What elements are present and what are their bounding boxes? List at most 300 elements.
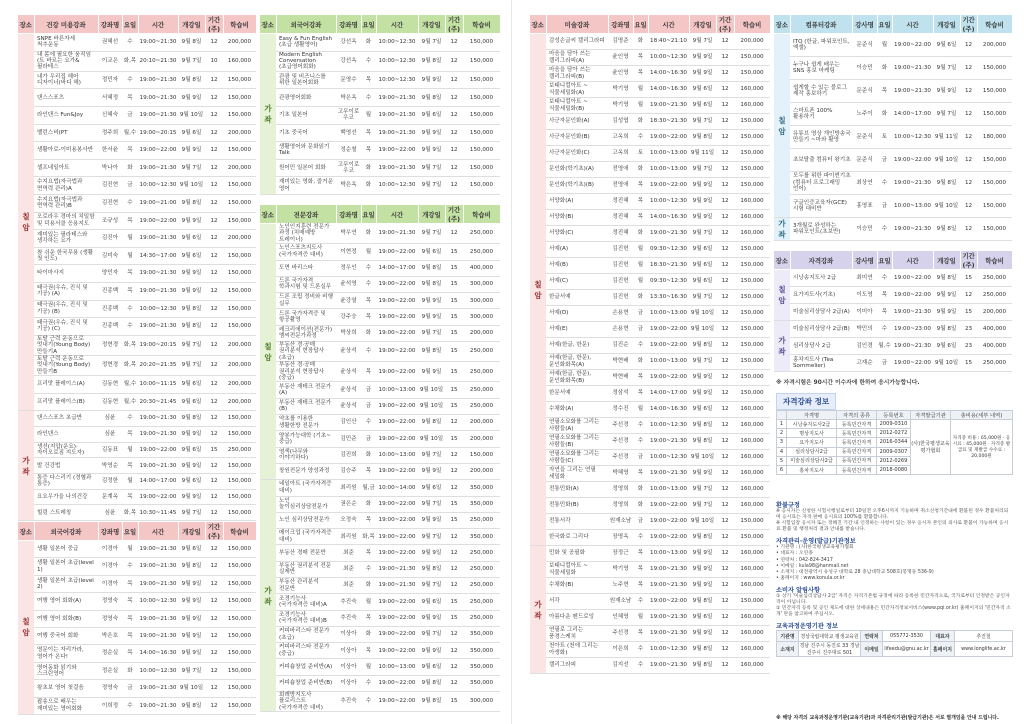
- day: 목: [122, 265, 138, 283]
- time: 10:00~13:00: [648, 162, 689, 178]
- fee: 250,000: [463, 362, 500, 382]
- day: 월,금: [361, 480, 376, 496]
- start-date: 9월 6일: [689, 274, 716, 290]
- table-row: [530, 418, 770, 434]
- period: 12: [205, 335, 223, 355]
- period: 12: [445, 142, 463, 160]
- day: 수: [877, 270, 892, 287]
- start-date: 9월 7일: [933, 57, 960, 80]
- start-date: 9월 6일: [178, 474, 205, 490]
- start-date: 9월 9일: [418, 610, 445, 626]
- refund-text-1: ※ 응시자는 신청한 시험시행일로부터 10일전 오후6시까지 기능하며 취소신청기간내에 환불된 경우 환불처리되며 응시료는 자격 판매 응시료의 100%를 환불합니다.: [776, 509, 1009, 521]
- col-start: 개강일: [418, 205, 445, 224]
- period: 12: [716, 194, 734, 210]
- period: 12: [960, 103, 977, 126]
- period: 15: [960, 304, 977, 321]
- instructor: 정순실: [98, 645, 122, 662]
- fee: 160,000: [734, 434, 770, 450]
- course-name: 서예(E): [546, 322, 608, 338]
- instructor: 윤상석: [336, 382, 361, 398]
- day: 수: [633, 642, 648, 658]
- course-name: 영어동화 읽기와 스크린영어: [34, 662, 98, 679]
- fee: 160,000: [734, 562, 770, 578]
- start-date: 9월 9일: [418, 512, 445, 528]
- period: 12: [716, 610, 734, 626]
- instructor: 박은호: [98, 627, 122, 644]
- col-instructor: 강좌명: [336, 205, 361, 224]
- course-name: 연필소묘화를 그리는 사람들(A): [546, 418, 608, 434]
- edu-org-key: 대표자: [931, 631, 955, 642]
- time: 19:00~22:00: [376, 496, 418, 512]
- instructor: 문준식: [852, 34, 877, 57]
- time: 19:00~22:00: [648, 514, 689, 530]
- table-row: [260, 463, 500, 479]
- day: 월: [877, 34, 892, 57]
- period: 12: [445, 578, 463, 594]
- table-row: [530, 50, 770, 66]
- fee: 150,000: [223, 282, 256, 300]
- time: 19:00~21:30: [892, 80, 933, 103]
- table-row: [18, 300, 256, 318]
- start-date: 9월 7일: [689, 162, 716, 178]
- table-row: [530, 114, 770, 130]
- instructor: 이상아: [336, 659, 361, 675]
- course-name: 드론 국가자격 학과시험 및 드론실무: [276, 276, 336, 292]
- instructor: 정진혜: [608, 226, 633, 242]
- start-date: 9월 8일: [933, 172, 960, 195]
- course-name: 한문서예: [546, 386, 608, 402]
- course-name: 레크리에이션(전문가) 엠씨전문가과정: [276, 325, 336, 341]
- table-row: [260, 177, 500, 195]
- instructor: 김진헌: [608, 242, 633, 258]
- fee: 160,000: [734, 82, 770, 98]
- period: 12: [445, 480, 463, 496]
- qual-type: 등록민간자격: [837, 429, 877, 438]
- instructor: 김진현: [98, 194, 122, 212]
- col-period: 기간(주): [960, 15, 977, 34]
- day: 수: [361, 415, 376, 431]
- instructor: 최준: [336, 545, 361, 561]
- period: 12: [716, 130, 734, 146]
- day: 화: [633, 34, 648, 50]
- instructor: 심윤: [98, 505, 122, 521]
- time: 14:00~16:30: [648, 66, 689, 82]
- table-row: [18, 107, 256, 125]
- day: 수: [877, 218, 892, 241]
- day: 목: [633, 50, 648, 66]
- day: 수: [122, 194, 138, 212]
- time: 19:00~22:00: [138, 489, 178, 505]
- start-date: 9월 6일: [178, 541, 205, 558]
- start-date: 9월 7일: [689, 482, 716, 498]
- period: 12: [716, 210, 734, 226]
- instructor: 최준: [336, 578, 361, 594]
- course-name: 서양화(A): [546, 194, 608, 210]
- time: 14:30~17:00: [138, 247, 178, 265]
- period: 12: [445, 224, 463, 244]
- course-name: 조경기능사 (국가자격증 대비)B: [276, 610, 336, 626]
- day: 목: [361, 309, 376, 325]
- col-course: 미술강좌: [546, 15, 608, 34]
- fee: 150,000: [734, 162, 770, 178]
- course-name: 한국화로 그리다: [546, 530, 608, 546]
- fee: 150,000: [463, 447, 500, 463]
- instructor: 김미숙: [98, 247, 122, 265]
- course-name: 오로라우 경마의 치밀함 및 덕용서클 응용지도: [34, 212, 98, 230]
- instructor: 정수진: [608, 402, 633, 418]
- instructor: 고재순: [852, 355, 877, 372]
- table-row: [18, 442, 256, 458]
- fee: 150,000: [463, 71, 500, 89]
- location-cell: 칠 암: [260, 224, 276, 480]
- course-name: 전통민화(B): [546, 498, 608, 514]
- instructor: 신혜숙: [98, 107, 122, 125]
- instructor: 정영숙: [98, 610, 122, 627]
- table-row: [18, 505, 256, 521]
- period: 12: [716, 354, 734, 370]
- day: 수: [633, 658, 648, 674]
- start-date: 9월 9일: [178, 575, 205, 592]
- instructor: 주선경: [608, 434, 633, 450]
- period: 10: [205, 51, 223, 71]
- time: 10:00~12:30: [648, 418, 689, 434]
- instructor: 윤강열: [336, 293, 361, 309]
- day: 월,수: [122, 376, 138, 394]
- instructor: 정우인: [336, 260, 361, 276]
- qual-reg: 2016-0344: [877, 438, 911, 447]
- table-row: [530, 178, 770, 194]
- foreign-table-chilam: [18, 521, 257, 715]
- fee: 160,000: [734, 482, 770, 498]
- time: 10:00~13:00: [648, 146, 689, 162]
- fee: 160,000: [734, 658, 770, 674]
- instructor: 추진숙: [336, 610, 361, 626]
- day: 수: [122, 71, 138, 89]
- day: 금: [122, 107, 138, 125]
- fee: 200,000: [223, 159, 256, 177]
- day: 월: [633, 98, 648, 114]
- instructor: 손용현: [608, 306, 633, 322]
- day: 수: [877, 172, 892, 195]
- table-row: [18, 393, 256, 411]
- start-date: 9월 7일: [418, 224, 445, 244]
- fee: 250,000: [463, 224, 500, 244]
- fee: 350,000: [463, 643, 500, 659]
- course-name: 유튜브 영상 개인방송국 만들기 ~마와 활영: [790, 126, 852, 149]
- day: 수: [122, 558, 138, 575]
- time: 19:00~22:00: [648, 370, 689, 386]
- day: 화,목: [122, 51, 138, 71]
- day: 목: [122, 627, 138, 644]
- qual-no: 1: [777, 420, 787, 429]
- start-date: 9월 6일: [418, 594, 445, 610]
- course-name: 3개월로 완성하는 파워포인트(초보반): [790, 218, 852, 241]
- start-date: 9월 9일: [178, 489, 205, 505]
- fee: 350,000: [463, 480, 500, 496]
- period: 12: [445, 159, 463, 177]
- col-start: 개강일: [178, 522, 205, 541]
- table-row: [260, 561, 500, 577]
- footer-note: ※ 해당 자격의 교육과정운영기관(교육기관)과 자격관리기관(발급기관)은 서로 별개임을 안내 드립니다.: [776, 715, 999, 721]
- period: 12: [205, 697, 223, 714]
- instructor: 박나아: [98, 159, 122, 177]
- time: 19:00~22:00: [376, 309, 418, 325]
- start-date: 9월 9일: [689, 386, 716, 402]
- start-date: 9월 8일: [418, 675, 445, 691]
- course-name: 커피바리스타 전문가(중급): [276, 643, 336, 659]
- course-name: 요요우가을 나의건강: [34, 489, 98, 505]
- table-row: [530, 322, 770, 338]
- day: 목: [361, 512, 376, 528]
- table-row: [18, 230, 256, 248]
- day: 목: [122, 458, 138, 474]
- instructor: 이승민: [852, 57, 877, 80]
- period: 15: [445, 362, 463, 382]
- instructor: 강주승: [336, 309, 361, 325]
- time: 19:00~21:30: [376, 107, 418, 125]
- day: 화: [122, 662, 138, 679]
- table-row: [260, 659, 500, 675]
- table-row: [260, 89, 500, 107]
- day: 목: [633, 466, 648, 482]
- table-row: [774, 103, 1012, 126]
- period: 12: [205, 427, 223, 443]
- time: 19:00~22:00: [376, 415, 418, 431]
- day: 월: [122, 442, 138, 458]
- day: 목: [361, 71, 376, 89]
- fee: 150,000: [223, 300, 256, 318]
- table-row: [530, 466, 770, 482]
- edu-org-key: 연락처: [861, 631, 883, 642]
- fee: 250,000: [463, 561, 500, 577]
- period: 12: [445, 34, 463, 52]
- period: 12: [445, 415, 463, 431]
- table-row: [18, 51, 256, 71]
- instructor: 정영숙: [98, 680, 122, 697]
- start-date: 9월 7일: [418, 626, 445, 642]
- col-time: 시간: [892, 251, 933, 270]
- time: 19:00~20:15: [138, 335, 178, 355]
- instructor: 전영애: [608, 162, 633, 178]
- time: 19:00~21:30: [892, 338, 933, 355]
- day: 목: [633, 562, 648, 578]
- time: 19:00~22:00: [376, 325, 418, 341]
- instructor: 이희정: [98, 697, 122, 714]
- fee: 150,000: [734, 338, 770, 354]
- day: 화,목: [122, 505, 138, 521]
- qual-reg: 2018-0080: [877, 465, 911, 474]
- day: 목: [122, 593, 138, 610]
- time: 19:00~21:30: [648, 434, 689, 450]
- time: 19:00~21:30: [138, 558, 178, 575]
- course-name: 생활 일본어 중급: [34, 541, 98, 558]
- start-date: 9월 9일: [689, 194, 716, 210]
- time: 20:10~21:30: [138, 51, 178, 71]
- day: 금: [633, 514, 648, 530]
- edu-org-title: 교육과정운영기관 정보: [776, 623, 838, 631]
- time: 19:00~21:30: [138, 541, 178, 558]
- fee: 150,000: [734, 178, 770, 194]
- start-date: 9월 8일: [689, 130, 716, 146]
- course-name: 서예(C): [546, 274, 608, 290]
- table-row: [18, 376, 256, 394]
- period: 15: [445, 692, 463, 712]
- instructor: 고무이로 우코: [336, 159, 361, 177]
- course-name: 사군자문인화(A): [546, 114, 608, 130]
- fee: 150,000: [223, 71, 256, 89]
- table-row: [18, 541, 256, 558]
- period: 12: [445, 659, 463, 675]
- start-date: 9월 7일: [418, 177, 445, 195]
- course-name: 창원전문가 양성과정: [276, 463, 336, 479]
- period: 12: [205, 159, 223, 177]
- time: 19:00~22:00: [376, 626, 418, 642]
- time: 10:00~13:00: [376, 447, 418, 463]
- period: 12: [716, 226, 734, 242]
- day: 수: [633, 530, 648, 546]
- start-date: 9월 9일: [178, 142, 205, 160]
- start-date: 9월 9일: [178, 212, 205, 230]
- time: 19:00~21:00: [138, 194, 178, 212]
- course-name: 캘리그라피: [546, 658, 608, 674]
- period: 12: [205, 593, 223, 610]
- course-rows: [260, 480, 500, 712]
- day: 월: [633, 242, 648, 258]
- instructor: 심윤: [98, 411, 122, 427]
- instructor: 정영숙: [98, 593, 122, 610]
- instructor: 원재소남: [608, 514, 633, 530]
- time: 10:00~12:30: [648, 194, 689, 210]
- table-row: [530, 658, 770, 674]
- start-date: 9월 9일: [418, 545, 445, 561]
- day: 목: [361, 463, 376, 479]
- fee: 350,000: [463, 529, 500, 545]
- table-row: [18, 610, 256, 627]
- fee: 200,000: [977, 34, 1012, 57]
- start-date: 9월 11일: [933, 126, 960, 149]
- col-time: 시간: [376, 15, 418, 34]
- table-row: [18, 458, 256, 474]
- course-name: 미술심리상담사 2급(B): [790, 321, 852, 338]
- start-date: 9월 6일: [689, 242, 716, 258]
- instructor: 정현경: [98, 355, 122, 375]
- fee: 350,000: [463, 496, 500, 512]
- day: 월: [633, 258, 648, 274]
- fee: 150,000: [223, 575, 256, 592]
- time: 19:00~22:00: [648, 322, 689, 338]
- course-name: 프리맛 플레이스(A): [34, 376, 98, 394]
- time: 19:00~21:30: [376, 224, 418, 244]
- col-loc: 장소: [18, 15, 34, 34]
- fee: 150,000: [734, 242, 770, 258]
- qual-cost: 자격증 비용 : 65,000원 · 응시료 : 45,000원 · 자격증 발급료 및 재발급 수수료 : 20,000원: [951, 420, 1013, 475]
- table-row: [18, 593, 256, 610]
- start-date: 9월 10일: [178, 680, 205, 697]
- time: 19:00~21:30: [648, 226, 689, 242]
- day: 화: [361, 34, 376, 52]
- course-rows: [530, 546, 770, 674]
- start-date: 9월 6일: [689, 402, 716, 418]
- day: 목: [877, 287, 892, 304]
- expert-course-table: [260, 204, 500, 714]
- mgmt-title: 자격관리·운영(발급)기관정보: [776, 538, 856, 546]
- instructor: 최리원: [336, 480, 361, 496]
- period: 15: [445, 594, 463, 610]
- day: 목: [633, 370, 648, 386]
- table-row: [18, 427, 256, 443]
- period: 12: [445, 626, 463, 642]
- course-name: 관광 및 비즈니스를 위한 일본어회화: [276, 71, 336, 89]
- day: 수: [122, 318, 138, 336]
- start-date: 9월 6일: [418, 659, 445, 675]
- day: 목: [633, 386, 648, 402]
- day: 화: [877, 57, 892, 80]
- day: 화: [361, 626, 376, 642]
- instructor: 강선옥: [336, 51, 361, 71]
- day: 수: [361, 260, 376, 276]
- course-name: 염색(나무와 이야기하다): [276, 447, 336, 463]
- start-date: 9월 8일: [178, 300, 205, 318]
- day: 목: [361, 124, 376, 142]
- day: 목: [361, 643, 376, 659]
- start-date: 9월 7일: [418, 496, 445, 512]
- start-date: 9월 8일: [689, 658, 716, 674]
- fee: 200,000: [977, 304, 1012, 321]
- period: 15: [445, 244, 463, 260]
- instructor: 추진숙: [336, 692, 361, 712]
- mgmt-item-2: • 대표자 : 오연종: [776, 551, 813, 557]
- course-name: 자연을 그리는 연필 세밀화: [546, 466, 608, 482]
- col-time: 시간: [138, 522, 178, 541]
- edu-org-key: 소재지: [777, 642, 799, 657]
- col-fee: 학습비: [463, 15, 500, 34]
- day: 금: [361, 431, 376, 447]
- col-time: 시간: [138, 15, 178, 34]
- table-row: [774, 57, 1012, 80]
- course-name: 내가 우리집 헤어 디자이너(바디 헤): [34, 71, 98, 89]
- course-name: 요가지도사(기초): [790, 287, 852, 304]
- period: 12: [445, 561, 463, 577]
- time: 14:00~17:00: [138, 474, 178, 490]
- edu-org-value: 055772-3530: [883, 631, 931, 642]
- course-name: 감성손글씨 캘리그라피: [546, 34, 608, 50]
- day: 목: [877, 80, 892, 103]
- location-cell: 가 좌: [260, 34, 276, 195]
- start-date: 9월 10일: [418, 382, 445, 398]
- fee: 300,000: [463, 309, 500, 325]
- period: 12: [205, 489, 223, 505]
- instructor: 박민의: [852, 321, 877, 338]
- start-date: 9월 6일: [178, 442, 205, 458]
- qual-no: 2: [777, 429, 787, 438]
- period: 12: [716, 402, 734, 418]
- fee: 150,000: [223, 247, 256, 265]
- fee: 150,000: [223, 489, 256, 505]
- fee: 150,000: [463, 51, 500, 71]
- col-instructor: 강좌명: [336, 15, 361, 34]
- fee: 150,000: [223, 662, 256, 679]
- col-start: 개강일: [933, 15, 960, 34]
- fee: 160,000: [734, 546, 770, 562]
- qual-name: 미술심리상담사2급: [787, 456, 837, 465]
- table-row: [18, 177, 256, 195]
- start-date: 9월 9일: [178, 610, 205, 627]
- foreign-course-table-gajwa: [260, 14, 500, 196]
- period: 12: [716, 482, 734, 498]
- location-cell: 칠 암: [774, 270, 790, 321]
- edu-org-value: 경남 진주시 동진로 33 경남 진주시 진주대로 501: [799, 643, 860, 657]
- col-instructor: 강사명: [852, 251, 877, 270]
